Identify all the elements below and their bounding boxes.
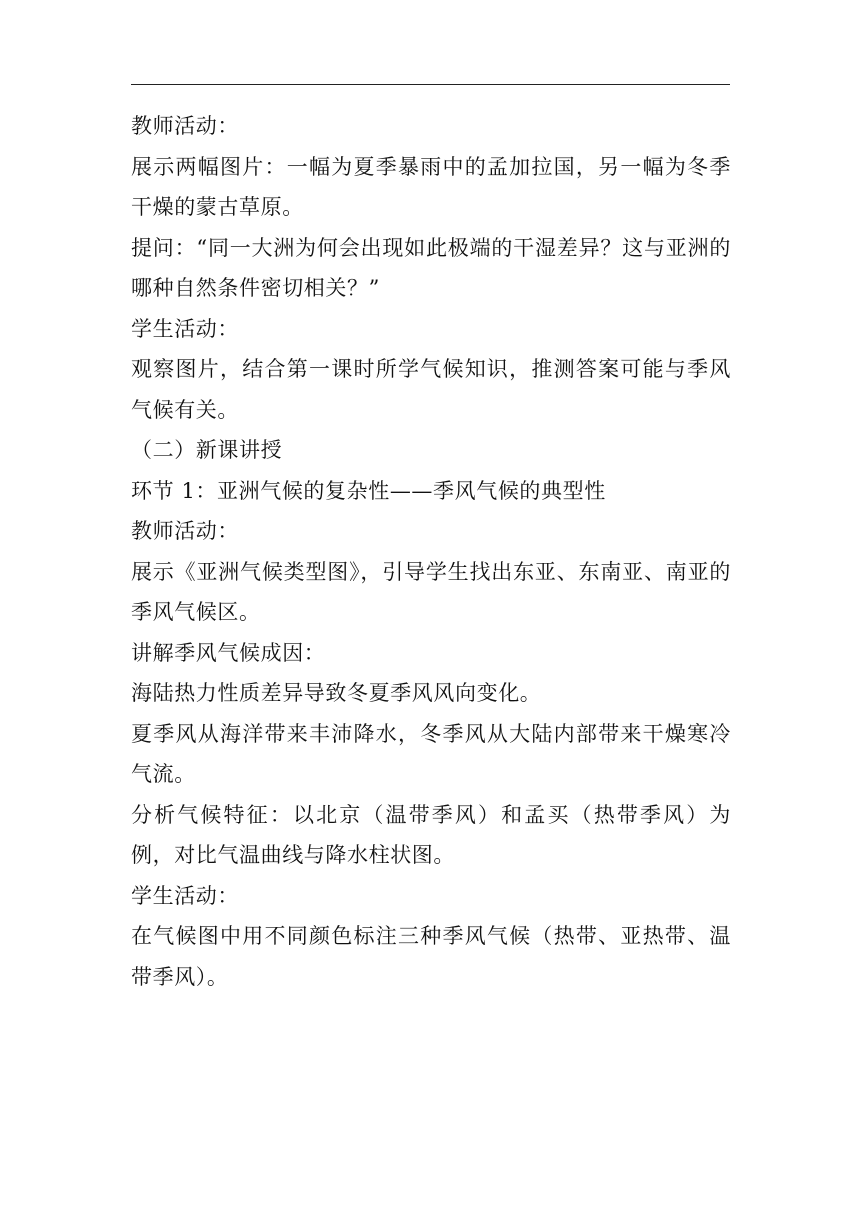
- document-body: [131, 106, 731, 997]
- student-activity-heading: 学生活动：: [131, 883, 239, 908]
- paragraph-show-pictures: 展示两幅图片：一幅为夏季暴雨中的孟加拉国，另一幅为冬季干燥的蒙古草原。: [131, 154, 731, 219]
- paragraph-summer-winter-monsoon: 夏季风从海洋带来丰沛降水，冬季风从大陆内部带来干燥寒冷气流。: [131, 721, 731, 786]
- section-heading-new-lesson: （二）新课讲授: [131, 438, 283, 462]
- paragraph-observe-pictures: 观察图片，结合第一课时所学气候知识，推测答案可能与季风气候有关。: [131, 357, 731, 422]
- teacher-activity-heading: 教师活动：: [131, 114, 239, 138]
- paragraph-land-sea-difference: 海陆热力性质差异导致冬夏季风风向变化。: [131, 681, 542, 705]
- header-rule: [131, 84, 730, 85]
- step-heading: 环节 1：亚洲气候的复杂性——季风气候的典型性: [131, 478, 606, 503]
- explain-causes-heading: 讲解季风气候成因：: [131, 640, 326, 665]
- paragraph-mark-climates: 在气候图中用不同颜色标注三种季风气候（热带、亚热带、温带季风）。: [131, 924, 731, 989]
- paragraph-show-climate-map: 展示《亚洲气候类型图》，引导学生找出东亚、东南亚、南亚的季风气候区。: [131, 559, 731, 624]
- teacher-activity-heading: 教师活动：: [131, 519, 239, 543]
- student-activity-heading: 学生活动：: [131, 316, 239, 341]
- paragraph-analyze-characteristics: 分析气候特征：以北京（温带季风）和孟买（热带季风）为例，对比气温曲线与降水柱状图。: [131, 802, 731, 867]
- paragraph-question: 提问：“同一大洲为何会出现如此极端的干湿差异？这与亚洲的哪种自然条件密切相关？”: [131, 235, 731, 300]
